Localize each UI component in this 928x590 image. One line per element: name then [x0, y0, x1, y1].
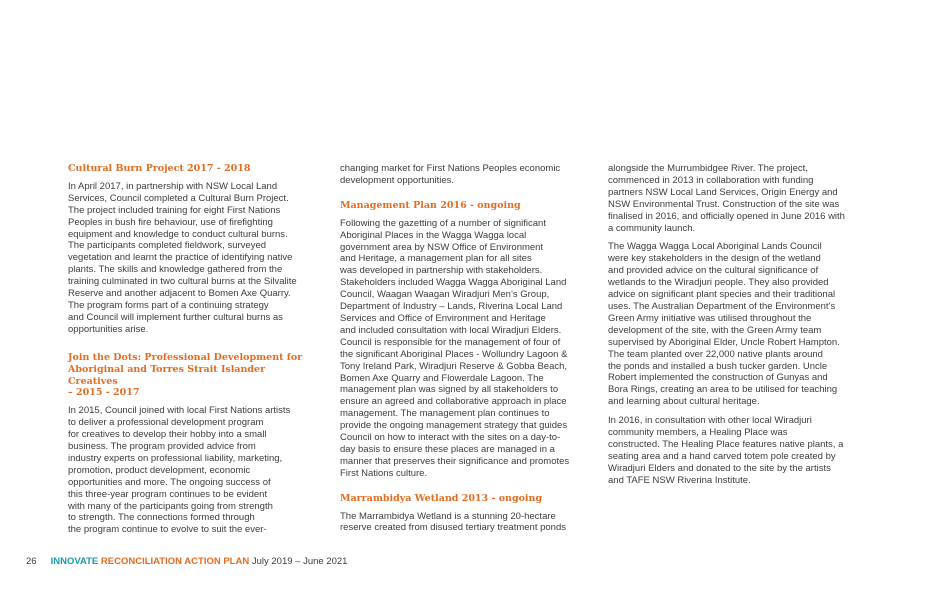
body-paragraph: Following the gazetting of a number of significant Aboriginal Places in the Wagga Wagga local government area by NSW Office of Environment and Heritage, a management plan for all sites was developed in partnership with stakeholders. Stakeholders included Wagga Wagga Aboriginal Land Council, Waagan Waagan Wiradjuri Men’s Group, Department of Industry – Lands, Riverina Local Land Services and Office of Environment and Heritage and included consultation with local Wiradjuri Elders. Council is responsible for the management of four of the significant Aboriginal Places - Wollundry Lagoon & Tony Ireland Park, Wiradjuri Reserve & Gobba Beach, Bomen Axe Quarry and Flowerdale Lagoon. The management plan was signed by all stakeholders to ensure an agreed and collaborative approach in place management. The management plan continues to provide the ongoing management strategy that guides Council on how to interact with the sites on a day-to- day basis to ensure these places are managed in a manner that preserves their significance and promotes First Nations culture.: [340, 217, 570, 479]
section-management-plan: [340, 200, 588, 480]
text-column-1: [68, 163, 314, 543]
text-column-2: [340, 163, 588, 541]
section-heading: Join the Dots: Professional Development for Aboriginal and Torres Strait Islander Creatives – 2015 - 2017: [68, 351, 303, 399]
section-heading: Management Plan 2016 - ongoing: [340, 199, 521, 211]
footer-innovate-label: INNOVATE: [50, 556, 99, 567]
section-marrambidya-wetland: [340, 493, 588, 535]
body-paragraph: In April 2017, in partnership with NSW Local Land Services, Council completed a Cultural Burn Project. The project included training for eight First Nations Peoples in bush fire behaviour, use of firefighting equipment and knowledge to conduct cultural burns. The participants completed fieldwork, surveyed vegetation and learnt the practice of identifying native plants. The skills and knowledge gathered from the training culminated in two cultural burns at the Silvalite Reserve and another adjacent to Bomen Axe Quarry. The program forms part of a continuing strategy and Council will implement further cultural burns as opportunities arise.: [68, 180, 297, 335]
page-footer: [26, 556, 347, 568]
body-paragraph: In 2016, in consultation with other local Wiradjuri community members, a Healing Place was constructed. The Healing Place features native plants, a seating area and a hand carved totem pole created by Wiradjuri Elders and donated to the site by the artists and TAFE NSW Riverina Institute.: [608, 415, 844, 486]
body-paragraph: The Wagga Wagga Local Aboriginal Lands Council were key stakeholders in the design of the wetland and provided advice on the cultural significance of wetlands to the Wiradjuri people. They also provided advice on significant plant species and their traditional uses. The Australian Department of the Environment’s Green Army initiative was utilised throughout the development of the site, with the Green Army team supervised by Aboriginal Elder, Uncle Robert Hampton. The team planted over 22,000 native plants around the ponds and installed a bush tucker garden. Uncle Robert implemented the construction of Gunyas and Bora Rings, creating an area to be utilised for teaching and learning about cultural heritage.: [608, 241, 840, 408]
footer-dates: July 2019 – June 2021: [249, 556, 348, 567]
section-continuation: [340, 163, 588, 187]
footer-rap-label: RECONCILIATION ACTION PLAN: [100, 556, 250, 567]
section-wetland-continuation: [608, 163, 862, 487]
text-column-3: [608, 163, 862, 494]
section-heading: Marrambidya Wetland 2013 - ongoing: [340, 492, 543, 504]
body-paragraph: changing market for First Nations Peoples economic development opportunities.: [340, 163, 561, 186]
section-cultural-burn: [68, 163, 314, 336]
page-number: 26: [26, 556, 37, 567]
body-paragraph: The Marrambidya Wetland is a stunning 20-hectare reserve created from disused tertiary treatment ponds: [340, 510, 566, 534]
section-join-the-dots: [68, 352, 314, 537]
body-paragraph: In 2015, Council joined with local First Nations artists to deliver a professional development program for creatives to develop their hobby into a small business. The program provided advice from industry experts on professional liability, marketing, promotion, product development, economic opportunities and more. The ongoing success of this three-year program continues to be evident with many of the participants going from strength to strength. The connections formed through the program continue to evolve to suit the ever-: [68, 405, 291, 536]
section-heading: Cultural Burn Project 2017 - 2018: [68, 163, 251, 174]
body-paragraph: alongside the Murrumbidgee River. The project, commenced in 2013 in collaboration with funding partners NSW Local Land Services, Origin Energy and NSW Environmental Trust. Construction of the site was finalised in 2016, and officially opened in June 2016 with a community launch.: [608, 163, 845, 234]
